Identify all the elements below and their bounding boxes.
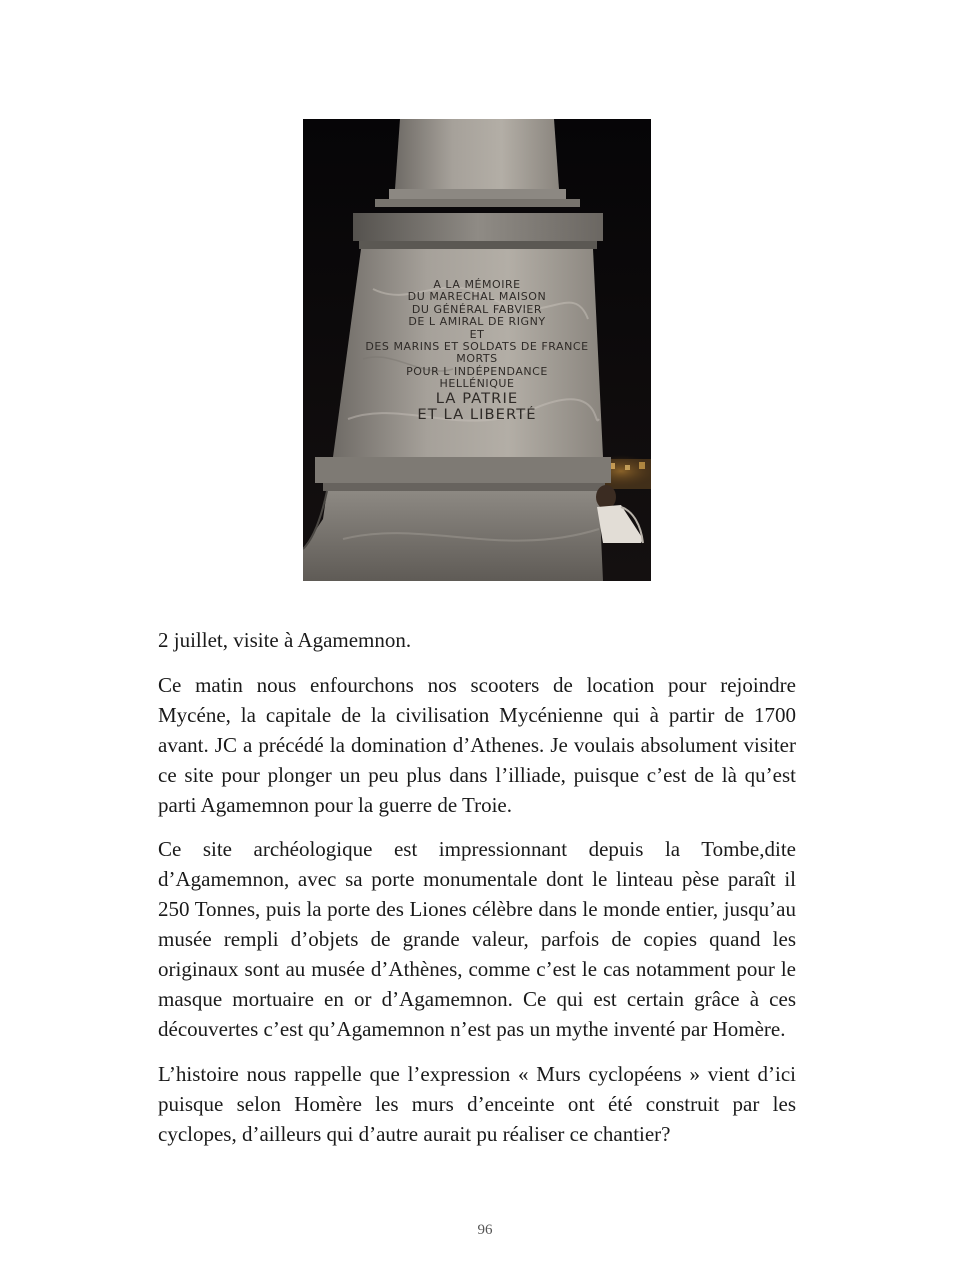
inscription-line: DES MARINS ET SOLDATS DE FRANCE <box>365 341 589 354</box>
inscription-line: POUR L INDÉPENDANCE <box>406 365 548 378</box>
page-number: 96 <box>477 1222 493 1238</box>
body-text <box>158 626 796 1165</box>
inscription-line: MORTS <box>456 353 498 366</box>
inscription-line: HELLÉNIQUE <box>439 378 515 391</box>
inscription-line: A LA MÉMOIRE <box>433 279 521 291</box>
monument-photo <box>303 119 651 581</box>
inscription-line: ET <box>469 328 485 341</box>
paragraph: Ce matin nous enfourchons nos scooters de location pour rejoindre Mycéne, la capitale de la civilisation Mycénienne qui à partir de 1700 avant. JC a précédé la domination d’Athenes. Je voulais absolument visiter ce site pour plonger un peu plus dans l’illiade, puisque c’est de là qu’est parti Agamemnon pour la guerre de Troie. <box>158 672 796 817</box>
inscription-line: DU GÉNÉRAL FABVIER <box>411 303 543 316</box>
paragraph: L’histoire nous rappelle que l’expression « Murs cyclopéens » vient d’ici puisque selon Homère les murs d’enceinte ont été construit par les cyclopes, d’ailleurs qui d’autre aurait pu réaliser ce chantier? <box>158 1061 796 1146</box>
monument-inscription <box>303 279 651 423</box>
inscription-line: LA PATRIE <box>435 390 519 407</box>
inscription-line: DU MARECHAL MAISON <box>407 291 547 304</box>
date-heading-paragraph: 2 juillet, visite à Agamemnon. <box>158 628 412 652</box>
inscription-line: DE L AMIRAL DE RIGNY <box>408 316 546 329</box>
inscription-line: ET LA LIBERTÉ <box>417 406 537 423</box>
paragraph: Ce site archéologique est impressionnant depuis la Tombe,dite d’Agamemnon, avec sa porte monumentale dont le linteau pèse paraît il 250 Tonnes, puis la porte des Liones célèbre dans le monde entier, jusqu’au musée rempli d’objets de grande valeur, parfois de copies quand les originaux sont au musée d’Athènes, comme c’est le cas notamment pour le masque mortuaire en or d’Agamemnon. Ce qui est certain grâce à ces découvertes c’est qu’Agamemnon n’est pas un mythe inventé par Homère. <box>158 837 796 1041</box>
